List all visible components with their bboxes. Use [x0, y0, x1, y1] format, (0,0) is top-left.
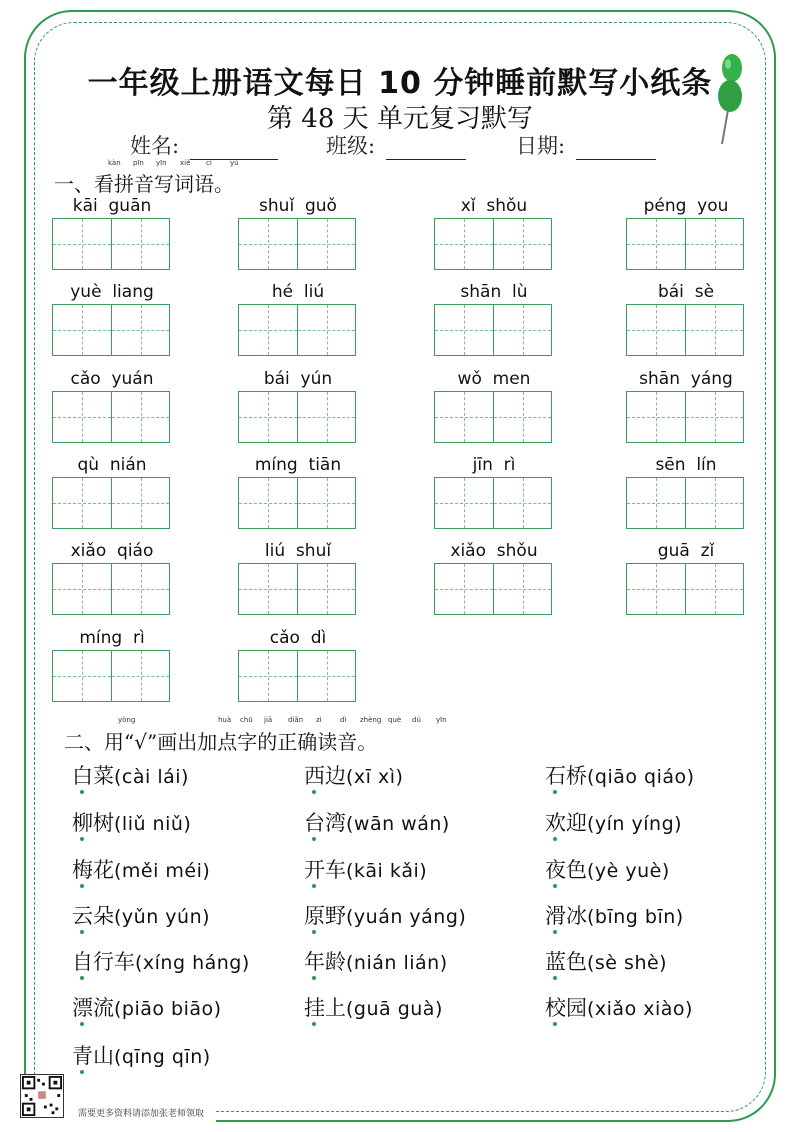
choice-pinyin-options[interactable]: (xíng háng)	[135, 952, 250, 974]
emphasis-dot-icon	[312, 884, 316, 888]
writing-box-pair[interactable]	[626, 218, 744, 270]
writing-cell[interactable]	[627, 564, 685, 614]
writing-cell[interactable]	[53, 651, 111, 701]
choice-pinyin-options[interactable]: (guā guà)	[346, 998, 443, 1020]
writing-cell[interactable]	[685, 392, 743, 442]
pronunciation-choice[interactable]	[545, 807, 682, 837]
word-pinyin: xǐ shǒu	[460, 196, 528, 216]
word-pinyin: péng you	[643, 196, 729, 216]
student-info-row	[130, 130, 690, 162]
choice-pinyin-options[interactable]: (sè shè)	[587, 952, 668, 974]
emphasis-dot-icon	[80, 790, 84, 794]
writing-cell[interactable]	[685, 305, 743, 355]
writing-box-pair[interactable]	[626, 477, 744, 529]
choice-characters: 开车	[304, 858, 346, 882]
pronunciation-choice[interactable]	[304, 760, 403, 790]
choice-characters: 青山	[72, 1044, 114, 1068]
section2-ruby-7: dì	[340, 716, 347, 724]
writing-cell[interactable]	[627, 219, 685, 269]
emphasis-dot-icon	[553, 1022, 557, 1026]
writing-box-pair[interactable]	[52, 304, 170, 356]
writing-cell[interactable]	[53, 478, 111, 528]
word-pinyin: liú shuǐ	[264, 541, 332, 561]
choice-characters: 云朵	[72, 904, 114, 928]
section2-ruby-3: chū	[240, 716, 253, 724]
pronunciation-choice[interactable]	[545, 854, 670, 884]
writing-cell[interactable]	[435, 219, 493, 269]
choice-characters: 台湾	[304, 811, 346, 835]
writing-cell[interactable]	[239, 478, 297, 528]
pronunciation-choice[interactable]	[72, 807, 191, 837]
pronunciation-choice[interactable]	[72, 1040, 211, 1070]
writing-cell[interactable]	[111, 651, 169, 701]
choice-pinyin-options[interactable]: (měi méi)	[114, 860, 211, 882]
writing-box-pair[interactable]	[238, 391, 356, 443]
word-pinyin: míng tiān	[254, 455, 342, 475]
page-subtitle: 第 48 天 单元复习默写	[267, 104, 533, 134]
word-pinyin: bái yún	[263, 369, 333, 389]
writing-cell[interactable]	[685, 564, 743, 614]
pronunciation-choice[interactable]	[72, 946, 250, 976]
section1-ruby-1: kàn	[108, 159, 121, 167]
name-label: 姓名:	[130, 134, 180, 158]
emphasis-dot-icon	[312, 930, 316, 934]
writing-cell[interactable]	[239, 564, 297, 614]
writing-cell[interactable]	[53, 564, 111, 614]
writing-box-pair[interactable]	[434, 391, 552, 443]
name-field[interactable]	[130, 130, 278, 160]
emphasis-dot-icon	[553, 837, 557, 841]
pronunciation-choice[interactable]	[545, 900, 684, 930]
section2-ruby-8: zhèng	[360, 716, 382, 724]
pronunciation-choice[interactable]	[304, 900, 466, 930]
date-label: 日期:	[516, 134, 566, 158]
writing-box-pair[interactable]	[238, 218, 356, 270]
writing-box-pair[interactable]	[434, 563, 552, 615]
pronunciation-choice[interactable]	[72, 760, 189, 790]
choice-characters: 石桥	[545, 764, 587, 788]
pronunciation-choice[interactable]	[304, 992, 443, 1022]
word-pinyin: hé liú	[271, 282, 325, 302]
writing-cell[interactable]	[239, 651, 297, 701]
section1-ruby-3: yīn	[156, 159, 167, 167]
writing-cell[interactable]	[111, 478, 169, 528]
writing-cell[interactable]	[493, 392, 551, 442]
word-pinyin: cǎo dì	[269, 628, 327, 648]
emphasis-dot-icon	[553, 884, 557, 888]
name-blank[interactable]	[190, 137, 278, 160]
emphasis-dot-icon	[312, 1022, 316, 1026]
writing-cell[interactable]	[493, 219, 551, 269]
choice-pinyin-options[interactable]: (yè yuè)	[587, 860, 670, 882]
choice-pinyin-options[interactable]: (piāo biāo)	[114, 998, 222, 1020]
emphasis-dot-icon	[80, 837, 84, 841]
writing-cell[interactable]	[627, 305, 685, 355]
writing-box-pair[interactable]	[626, 391, 744, 443]
word-pinyin: xiǎo qiáo	[70, 541, 154, 561]
emphasis-dot-icon	[312, 837, 316, 841]
word-pinyin: wǒ men	[457, 369, 531, 389]
page-title: 一年级上册语文每日 10 分钟睡前默写小纸条	[87, 66, 713, 101]
choice-characters: 自行车	[72, 950, 135, 974]
writing-cell[interactable]	[297, 219, 355, 269]
writing-cell[interactable]	[435, 392, 493, 442]
choice-characters: 欢迎	[545, 811, 587, 835]
choice-characters: 柳树	[72, 811, 114, 835]
section2-ruby-6: zì	[316, 716, 322, 724]
class-field[interactable]	[326, 130, 466, 160]
writing-box-pair[interactable]	[52, 218, 170, 270]
choice-pinyin-options[interactable]: (bīng bīn)	[587, 906, 684, 928]
section2-ruby-10: dú	[412, 716, 421, 724]
choice-characters: 蓝色	[545, 950, 587, 974]
writing-cell[interactable]	[627, 478, 685, 528]
choice-pinyin-options[interactable]: (qīng qīn)	[114, 1046, 211, 1068]
pronunciation-choice[interactable]	[545, 760, 695, 790]
choice-characters: 原野	[304, 904, 346, 928]
writing-box-pair[interactable]	[626, 563, 744, 615]
writing-cell[interactable]	[111, 392, 169, 442]
pronunciation-choice[interactable]	[545, 946, 667, 976]
qr-code-icon[interactable]	[20, 1074, 64, 1118]
choice-pinyin-options[interactable]: (xiǎo xiào)	[587, 998, 693, 1020]
writing-box-pair[interactable]	[238, 304, 356, 356]
section1-ruby-6: yǔ	[230, 159, 239, 167]
choice-characters: 西边	[304, 764, 346, 788]
emphasis-dot-icon	[312, 790, 316, 794]
emphasis-dot-icon	[80, 1070, 84, 1074]
word-pinyin: jīn rì	[472, 455, 516, 475]
pronunciation-choice[interactable]	[304, 807, 450, 837]
word-pinyin: kāi guān	[72, 196, 152, 216]
emphasis-dot-icon	[553, 930, 557, 934]
writing-box-pair[interactable]	[52, 391, 170, 443]
writing-cell[interactable]	[53, 305, 111, 355]
section2-ruby-4: jiā	[264, 716, 273, 724]
choice-characters: 校园	[545, 996, 587, 1020]
footer-note: 需要更多资料请添加张老师领取	[78, 1109, 205, 1119]
word-pinyin: shān lù	[460, 282, 528, 302]
writing-box-pair[interactable]	[238, 563, 356, 615]
choice-characters: 挂上	[304, 996, 346, 1020]
writing-box-pair[interactable]	[434, 218, 552, 270]
writing-cell[interactable]	[111, 305, 169, 355]
writing-box-pair[interactable]	[238, 650, 356, 702]
section1-ruby-4: xiě	[180, 159, 191, 167]
writing-box-pair[interactable]	[626, 304, 744, 356]
writing-cell[interactable]	[435, 564, 493, 614]
choice-pinyin-options[interactable]: (xī xì)	[346, 766, 404, 788]
pronunciation-choice[interactable]	[72, 854, 210, 884]
choice-characters: 漂流	[72, 996, 114, 1020]
section2-ruby-11: yīn	[436, 716, 447, 724]
choice-pinyin-options[interactable]: (qiāo qiáo)	[587, 766, 695, 788]
writing-cell[interactable]	[493, 564, 551, 614]
choice-pinyin-options[interactable]: (wān wán)	[346, 813, 450, 835]
writing-box-pair[interactable]	[52, 477, 170, 529]
section2-title: 二、用“√”画出加点字的正确读音。	[64, 730, 378, 754]
choice-characters: 梅花	[72, 858, 114, 882]
writing-cell[interactable]	[297, 478, 355, 528]
writing-cell[interactable]	[685, 478, 743, 528]
emphasis-dot-icon	[80, 930, 84, 934]
pronunciation-choice[interactable]	[72, 900, 210, 930]
choice-pinyin-options[interactable]: (nián lián)	[346, 952, 448, 974]
class-label: 班级:	[326, 134, 376, 158]
writing-cell[interactable]	[297, 305, 355, 355]
date-field[interactable]	[516, 130, 656, 160]
choice-pinyin-options[interactable]: (yín yíng)	[587, 813, 683, 835]
writing-cell[interactable]	[435, 305, 493, 355]
word-pinyin: cǎo yuán	[70, 369, 154, 389]
writing-cell[interactable]	[627, 392, 685, 442]
pronunciation-choice[interactable]	[545, 992, 693, 1022]
writing-cell[interactable]	[493, 478, 551, 528]
writing-cell[interactable]	[297, 392, 355, 442]
emphasis-dot-icon	[312, 976, 316, 980]
word-pinyin: yuè liang	[70, 282, 154, 302]
word-pinyin: shān yáng	[639, 369, 733, 389]
writing-box-pair[interactable]	[434, 304, 552, 356]
emphasis-dot-icon	[553, 976, 557, 980]
section1-title: 一、看拼音写词语。	[54, 172, 234, 196]
writing-cell[interactable]	[685, 219, 743, 269]
section1-ruby-5: cí	[206, 159, 212, 167]
section2-ruby-2: huà	[218, 716, 232, 724]
pronunciation-choice[interactable]	[72, 992, 222, 1022]
emphasis-dot-icon	[553, 790, 557, 794]
section2-ruby-1: yòng	[118, 716, 136, 724]
writing-box-pair[interactable]	[52, 563, 170, 615]
section2-ruby-9: què	[388, 716, 402, 724]
choice-pinyin-options[interactable]: (yuán yáng)	[346, 906, 467, 928]
word-pinyin: qù nián	[77, 455, 147, 475]
word-pinyin: xiǎo shǒu	[450, 541, 538, 561]
emphasis-dot-icon	[80, 1022, 84, 1026]
pronunciation-choice[interactable]	[304, 854, 427, 884]
word-pinyin: bái sè	[657, 282, 715, 302]
choice-pinyin-options[interactable]: (liǔ niǔ)	[114, 813, 192, 835]
section1-ruby-2: pīn	[133, 159, 144, 167]
class-blank[interactable]	[386, 137, 466, 160]
choice-pinyin-options[interactable]: (yǔn yún)	[114, 906, 211, 928]
writing-cell[interactable]	[111, 564, 169, 614]
writing-cell[interactable]	[297, 564, 355, 614]
section2-ruby-5: diǎn	[288, 716, 304, 724]
writing-cell[interactable]	[239, 392, 297, 442]
date-blank[interactable]	[576, 137, 656, 160]
word-pinyin: sēn lín	[655, 455, 717, 475]
writing-cell[interactable]	[493, 305, 551, 355]
choice-characters: 夜色	[545, 858, 587, 882]
writing-cell[interactable]	[111, 219, 169, 269]
emphasis-dot-icon	[80, 976, 84, 980]
choice-pinyin-options[interactable]: (cài lái)	[114, 766, 189, 788]
writing-cell[interactable]	[435, 478, 493, 528]
writing-box-pair[interactable]	[52, 650, 170, 702]
writing-cell[interactable]	[53, 392, 111, 442]
writing-box-pair[interactable]	[238, 477, 356, 529]
word-pinyin: míng rì	[79, 628, 145, 648]
choice-characters: 滑冰	[545, 904, 587, 928]
word-pinyin: guā zǐ	[657, 541, 715, 561]
choice-pinyin-options[interactable]: (kāi kǎi)	[346, 860, 428, 882]
writing-box-pair[interactable]	[434, 477, 552, 529]
writing-cell[interactable]	[239, 305, 297, 355]
pronunciation-choice[interactable]	[304, 946, 448, 976]
choice-characters: 白菜	[72, 764, 114, 788]
writing-cell[interactable]	[53, 219, 111, 269]
writing-cell[interactable]	[297, 651, 355, 701]
choice-characters: 年龄	[304, 950, 346, 974]
emphasis-dot-icon	[80, 884, 84, 888]
word-pinyin: shuǐ guǒ	[259, 196, 337, 216]
writing-cell[interactable]	[239, 219, 297, 269]
